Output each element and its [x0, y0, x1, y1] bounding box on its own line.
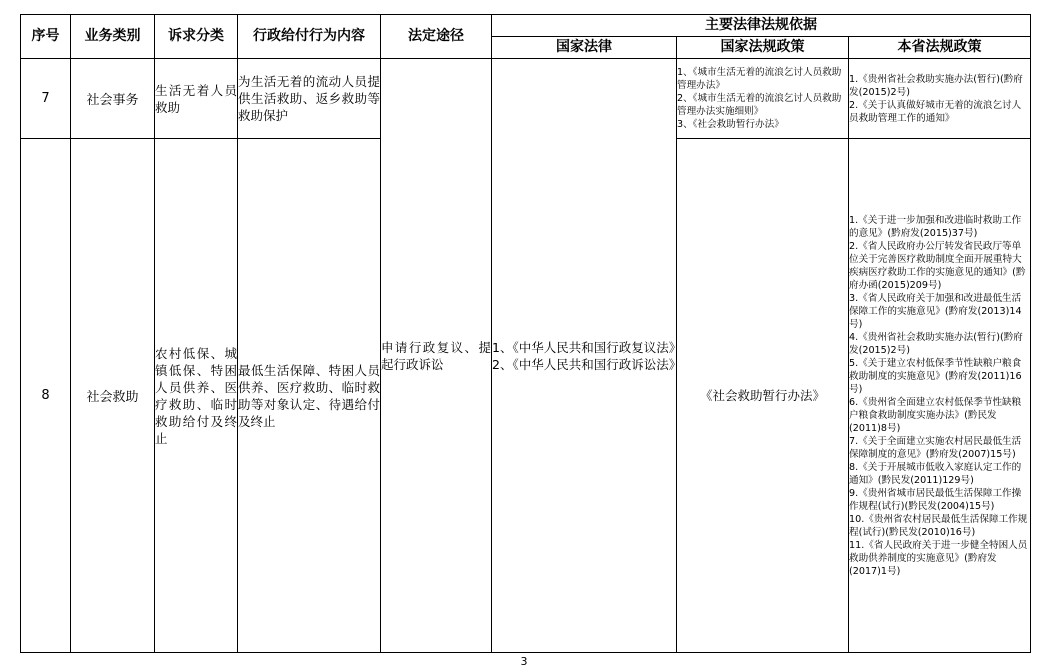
provincial-regs-item: 1.《贵州省社会救助实施办法(暂行)(黔府发(2015)2号) [849, 73, 1023, 98]
row-content: 为生活无着的流动人员提供生活救助、返乡救助等救助保护 [238, 59, 381, 139]
national-law-cell [492, 59, 682, 653]
national-regs-item: 2、《城市生活无着的流浪乞讨人员救助管理办法实施细则》 [677, 93, 842, 117]
policy-table [20, 14, 1031, 653]
provincial-regs-item: 8.《关于开展城市低收入家庭认定工作的通知》(黔民发(2011)129号) [849, 461, 1022, 486]
provincial-regs-item: 1.《关于进一步加强和改进临时救助工作的意见》(黔府发(2015)37号) [849, 214, 1022, 239]
header-content: 行政给付行为内容 [238, 15, 381, 59]
header-business: 业务类别 [71, 15, 155, 59]
header-demand: 诉求分类 [155, 15, 238, 59]
provincial-regs-item: 10.《贵州省农村居民最低生活保障工作规程(试行)(黔民发(2010)16号) [849, 513, 1028, 538]
provincial-regs-item: 5.《关于建立农村低保季节性缺粮户粮食救助制度的实施意见》(黔府发(2011)16号) [849, 357, 1022, 395]
row-demand: 生活无着人员救助 [155, 59, 238, 139]
provincial-regs-cell [849, 139, 1031, 653]
national-law-item: 1、《中华人民共和国行政复议法》 [492, 339, 682, 355]
header-national-law: 国家法律 [492, 37, 677, 59]
national-regs-item: 3、《社会救助暂行办法》 [677, 119, 784, 130]
provincial-regs-item: 6.《贵州省全面建立农村低保季节性缺粮户粮食救助制度实施办法》(黔民发(2011)8号) [849, 396, 1022, 434]
provincial-regs-item: 4.《贵州省社会救助实施办法(暂行)(黔府发(2015)2号) [849, 331, 1023, 356]
row-content: 最低生活保障、特困人员供养、医疗救助、临时救助等对象认定、待遇给付及终止 [238, 139, 381, 653]
header-national-regs: 国家法规政策 [677, 37, 849, 59]
page-number: 3 [520, 655, 528, 668]
row-business: 社会救助 [71, 139, 155, 653]
row-seq: 8 [21, 139, 71, 653]
provincial-regs-item: 9.《贵州省城市居民最低生活保障工作操作规程(试行)(黔民发(2004)15号) [849, 487, 1022, 512]
provincial-regs-item: 2.《关于认真做好城市无着的流浪乞讨人员救助管理工作的通知》 [849, 99, 1022, 124]
row-business: 社会事务 [71, 59, 155, 139]
header-provincial-regs: 本省法规政策 [849, 37, 1031, 59]
table-row [21, 59, 1031, 139]
header-row-1 [21, 15, 1031, 37]
provincial-regs-item: 7.《关于全面建立实施农村居民最低生活保障制度的意见》(黔府发(2007)15号) [849, 435, 1022, 460]
header-route: 法定途径 [381, 15, 492, 59]
national-regs-cell: 《社会救助暂行办法》 [677, 139, 849, 653]
provincial-regs-cell [849, 59, 1031, 139]
header-basis: 主要法律法规依据 [492, 15, 1031, 37]
route-cell: 申请行政复议、提起行政诉讼 [381, 59, 492, 653]
national-law-item: 2、《中华人民共和国行政诉讼法》 [492, 356, 682, 372]
row-demand: 农村低保、城镇低保、特困人员供养、医疗救助、临时救助给付及终止 [155, 139, 238, 653]
provincial-regs-item: 11.《省人民政府关于进一步健全特困人员救助供养制度的实施意见》(黔府发(2017)1号) [849, 539, 1028, 577]
national-regs-item: 1、《城市生活无着的流浪乞讨人员救助管理办法》 [677, 67, 842, 91]
provincial-regs-item: 2.《省人民政府办公厅转发省民政厅等单位关于完善医疗救助制度全面开展重特大疾病医疗救助工作的实施意见的通知》(黔府办函(2015)209号) [849, 240, 1026, 291]
header-seq: 序号 [21, 15, 71, 59]
provincial-regs-item: 3.《省人民政府关于加强和改进最低生活保障工作的实施意见》(黔府发(2013)14号) [849, 292, 1022, 330]
row-seq: 7 [21, 59, 71, 139]
national-regs-cell [677, 59, 849, 139]
